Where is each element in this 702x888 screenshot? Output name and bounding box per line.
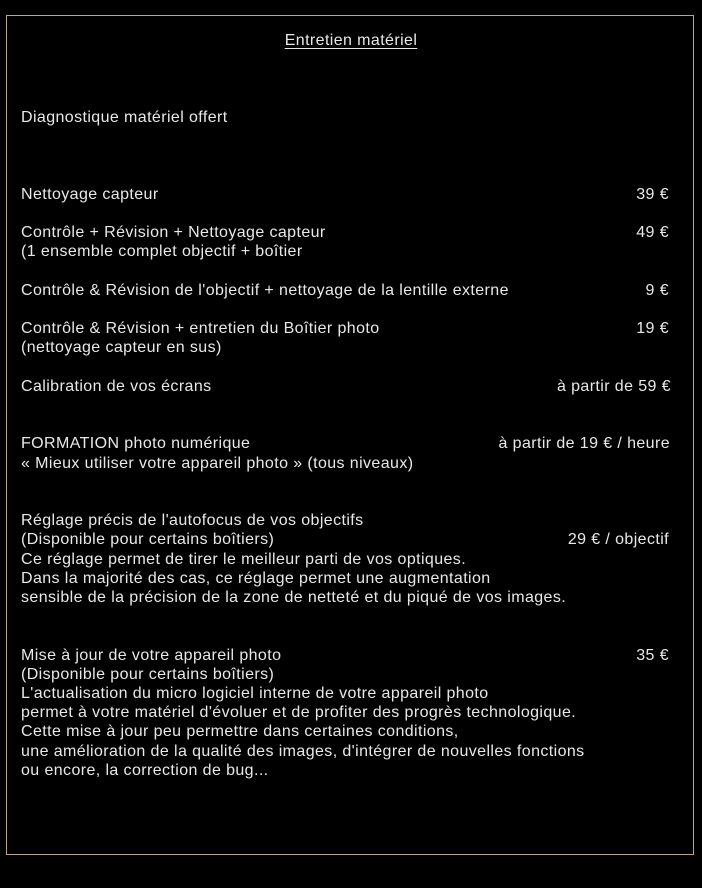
autofocus-availability: (Disponible pour certains boîtiers) — [21, 531, 275, 548]
formation-label: FORMATION photo numérique — [21, 435, 251, 452]
service-price-lens-revision: 9 € — [645, 282, 669, 299]
firmware-desc-line: Cette mise à jour peu permettre dans certaines conditions, — [21, 723, 459, 740]
firmware-desc-line: permet à votre matériel d'évoluer et de profiter des progrès technologique. — [21, 704, 577, 721]
firmware-availability: (Disponible pour certains boîtiers) — [21, 666, 275, 683]
service-price-body-revision: 19 € — [636, 320, 669, 337]
autofocus-label: Réglage précis de l'autofocus de vos objectifs — [21, 512, 364, 529]
service-price-sensor-cleaning: 39 € — [636, 186, 669, 203]
autofocus-desc-line: sensible de la précision de la zone de netteté et du piqué de vos images. — [21, 589, 567, 606]
firmware-label: Mise à jour de votre appareil photo — [21, 647, 282, 664]
autofocus-price: 29 € / objectif — [567, 531, 669, 548]
service-label-body-revision: Contrôle & Révision + entretien du Boîtier photo — [21, 320, 380, 337]
firmware-desc-line: L'actualisation du micro logiciel interne de votre appareil photo — [21, 685, 489, 702]
autofocus-desc-line: Ce réglage permet de tirer le meilleur parti de vos optiques. — [21, 551, 467, 568]
service-note-body-revision: (nettoyage capteur en sus) — [21, 339, 222, 356]
diagnostic-offer: Diagnostique matériel offert — [21, 109, 228, 126]
service-label-screen-calibration: Calibration de vos écrans — [21, 378, 212, 395]
page-title: Entretien matériel — [284, 32, 418, 49]
service-price-screen-calibration: à partir de 59 € — [556, 378, 671, 395]
service-note-full-revision: (1 ensemble complet objectif + boîtier — [21, 243, 303, 260]
autofocus-desc-line: Dans la majorité des cas, ce réglage permet une augmentation — [21, 570, 491, 587]
firmware-desc-line: une amélioration de la qualité des images, d'intégrer de nouvelles fonctions — [21, 743, 585, 760]
formation-price: à partir de 19 € / heure — [498, 435, 670, 452]
service-label-full-revision: Contrôle + Révision + Nettoyage capteur — [21, 224, 326, 241]
service-label-sensor-cleaning: Nettoyage capteur — [21, 186, 159, 203]
service-label-lens-revision: Contrôle & Révision de l'objectif + nettoyage de la lentille externe — [21, 282, 509, 299]
formation-subtitle: « Mieux utiliser votre appareil photo » (tous niveaux) — [21, 455, 414, 472]
firmware-price: 35 € — [636, 647, 669, 664]
service-price-full-revision: 49 € — [636, 224, 669, 241]
firmware-desc-line: ou encore, la correction de bug... — [21, 762, 269, 779]
